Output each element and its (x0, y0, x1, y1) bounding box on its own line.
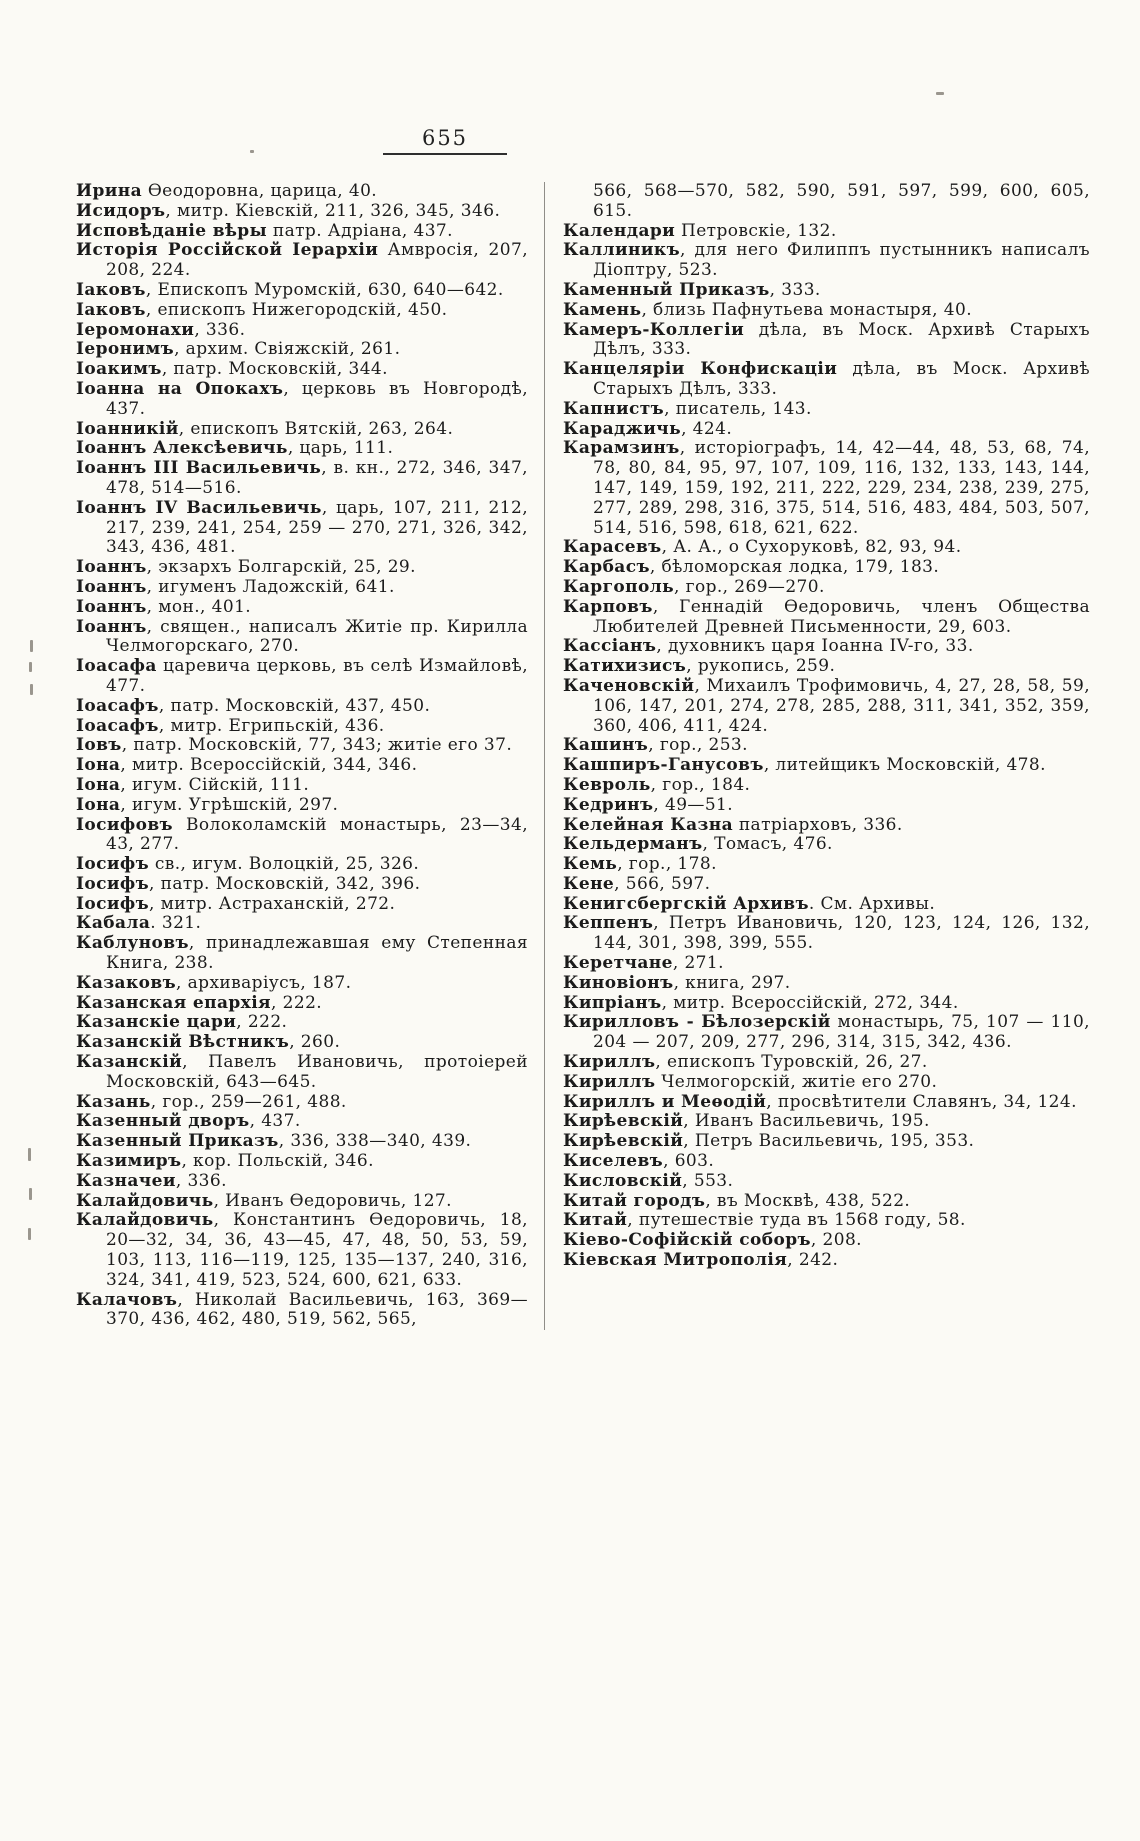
entry-headword: Іона (76, 774, 121, 795)
index-entry: Келейная Казна патріарховъ, 336. (563, 814, 903, 835)
entry-headword: Ирина (76, 181, 143, 201)
index-entry: Казенный Приказъ, 336, 338—340, 439. (76, 1131, 472, 1152)
entry-headword: Исидоръ (76, 200, 166, 221)
entry-headword: Катихизисъ (563, 656, 687, 677)
entry-headword: Карповъ (563, 596, 653, 617)
entry-headword: Іосифъ (76, 854, 150, 875)
entry-headword: Китай (563, 1210, 628, 1231)
entry-headword: Камеръ-Коллегіи (563, 319, 745, 340)
entry-headword: Казанскій (76, 1052, 183, 1073)
index-entry: Іеронимъ, архим. Свіяжскій, 261. (76, 339, 401, 360)
entry-headword: Калайдовичь (76, 1210, 214, 1231)
index-entry: Казенный дворъ, 437. (76, 1111, 301, 1132)
entry-headword: Киселевъ (563, 1151, 664, 1172)
index-entry: Іоасафа царевича церковь, въ селѣ Измайловѣ, 477. (76, 656, 528, 696)
index-entry: Китай, путешествіе туда въ 1568 году, 58. (563, 1210, 966, 1231)
index-entry: Канцеляріи Конфискаціи дѣла, въ Моск. Архивѣ Старыхъ Дѣлъ, 333. (563, 359, 1090, 399)
entry-headword: Іоанникій (76, 418, 179, 439)
index-entry: Исидоръ, митр. Кіевскій, 211, 326, 345, 346. (76, 200, 501, 221)
entry-headword: Казанскіе цари (76, 1012, 237, 1033)
index-entry: Каменный Приказъ, 333. (563, 279, 821, 300)
entry-headword: Казаковъ (76, 972, 177, 993)
entry-headword: Іоасафъ (76, 715, 159, 736)
index-entry: Калачовъ, Николай Васильевичь, 163, 369—370, 436, 462, 480, 519, 562, 565, (76, 1289, 528, 1330)
index-entry: Кеппенъ, Петръ Ивановичь, 120, 123, 124, 126, 132, 144, 301, 398, 399, 555. (563, 913, 1090, 954)
entry-headword: Кенигсбергскій Архивъ (563, 893, 809, 914)
index-entry: Іоаннъ IV Васильевичь, царь, 107, 211, 212, 217, 239, 241, 254, 259 — 270, 271, 326, 342, 343, 436, 481. (76, 497, 529, 558)
entry-headword: Кельдерманъ (563, 834, 703, 855)
index-entry: Каллиникъ, для него Филиппъ пустынникъ написалъ Діоптру, 523. (563, 240, 1090, 281)
entry-headword: Каменный Приказъ (563, 279, 770, 300)
index-entry: Кириллъ Челмогорскій, житіе его 270. (563, 1071, 938, 1092)
entry-headword: Іеронимъ (76, 339, 175, 360)
index-entry: Іоасафъ, митр. Егрипьскій, 436. (76, 715, 385, 736)
index-column-right (544, 182, 1090, 1330)
index-entry: Кашпиръ-Ганусовъ, литейщикъ Московскій, 478. (563, 755, 1046, 776)
index-entry: Карповъ, Геннадій Ѳедоровичь, членъ Общества Любителей Древней Письменности, 29, 603. (563, 596, 1090, 637)
index-entry: Калайдовичь, Константинъ Ѳедоровичь, 18, 20—32, 34, 36, 43—45, 47, 48, 50, 53, 59, 103, 113, 116—119, 125, 135—137, 240, 316, 324, 341, 419, 523, 524, 600, 621, 633. (76, 1210, 528, 1290)
index-entry: Кельдерманъ, Томасъ, 476. (563, 834, 833, 855)
entry-headword: Капнистъ (563, 398, 665, 419)
index-entry: Кевроль, гор., 184. (563, 774, 751, 795)
index-entry: Караджичь, 424. (563, 418, 733, 439)
entry-headword: Казенный Приказъ (76, 1131, 279, 1152)
entry-headword: Карасевъ (563, 537, 662, 558)
index-entry: Календари Петровскіе, 132. (563, 220, 837, 241)
entry-headword: Киновіонъ (563, 972, 674, 993)
scan-artifact (29, 1188, 32, 1200)
entry-headword: Казань (76, 1091, 151, 1112)
index-entry: Катихизисъ, рукопись, 259. (563, 656, 836, 677)
index-entry: Кедринъ, 49—51. (563, 794, 734, 815)
index-entry: Ирина Ѳеодоровна, царица, 40. (76, 181, 378, 201)
entry-headword: Кассіанъ (563, 636, 657, 657)
entry-headword: Кашинъ (563, 735, 649, 756)
entry-headword: Іоаннъ (76, 596, 147, 617)
entry-headword: Іоаннъ Алексѣевичь (76, 438, 288, 459)
index-entry: Іосифовъ Волоколамскій монастырь, 23—34, 43, 277. (76, 814, 528, 855)
index-entry: Казначеи, 336. (76, 1170, 227, 1191)
entry-headword: Іоасафа (76, 656, 157, 677)
entry-headword: Калачовъ (76, 1289, 178, 1310)
index-entry: Кириллъ и Меѳодій, просвѣтители Славянъ, 34, 124. (563, 1091, 1077, 1112)
index-entry: Киселевъ, 603. (563, 1151, 715, 1172)
index-entry: Іоаннъ Алексѣевичь, царь, 111. (76, 438, 394, 459)
index-entry: Каблуновъ, принадлежавшая ему Степенная Книга, 238. (76, 933, 528, 974)
index-entry: Кабала. 321. (76, 913, 202, 934)
index-entry: Кенигсбергскій Архивъ. См. Архивы. (563, 893, 936, 914)
index-entry: Калайдовичь, Иванъ Ѳедоровичь, 127. (76, 1190, 452, 1211)
entry-headword: Китай городъ (563, 1190, 706, 1211)
index-entry: Казань, гор., 259—261, 488. (76, 1091, 347, 1112)
entry-headword: Казенный дворъ (76, 1111, 250, 1132)
index-entry: Іона, митр. Всероссійскій, 344, 346. (76, 755, 418, 776)
entry-headword: Іоаннъ (76, 616, 147, 637)
index-entry: 566, 568—570, 582, 590, 591, 597, 599, 600, 605, 615. (593, 181, 1090, 221)
index-entry: Кене, 566, 597. (563, 873, 711, 894)
index-entry: Іеромонахи, 336. (76, 319, 246, 340)
entry-headword: Іаковъ (76, 279, 146, 300)
entry-headword: Кемь (563, 854, 618, 875)
entry-headword: Караджичь (563, 418, 682, 439)
entry-headword: Кириллъ и Меѳодій (563, 1091, 767, 1112)
entry-headword: Карамзинъ (563, 438, 680, 459)
entry-headword: Кашпиръ-Ганусовъ (563, 755, 764, 776)
entry-headword: Календари (563, 220, 676, 241)
index-entry: Керетчане, 271. (563, 953, 724, 974)
scan-artifact (28, 1148, 31, 1161)
entry-headword: Кіево-Софійскій соборъ (563, 1230, 811, 1251)
entry-headword: Кене (563, 873, 615, 894)
entry-headword: Іоасафъ (76, 695, 159, 716)
entry-headword: Кирѣевскій (563, 1131, 684, 1152)
entry-headword: Кеппенъ (563, 913, 654, 934)
entry-headword: Іеромонахи (76, 319, 195, 340)
entry-headword: Каргополь (563, 576, 675, 597)
entry-headword: Кирѣевскій (563, 1111, 684, 1132)
entry-headword: Іоакимъ (76, 359, 162, 380)
index-entry: Казанскій Вѣстникъ, 260. (76, 1032, 341, 1053)
index-entry: Каргополь, гор., 269—270. (563, 576, 825, 597)
entry-headword: Казимиръ (76, 1151, 182, 1172)
entry-headword: Каблуновъ (76, 933, 189, 954)
index-entry: Іосифъ св., игум. Волоцкій, 25, 326. (76, 854, 420, 875)
entry-headword: Кирилловъ - Бѣлозерскій (563, 1012, 831, 1033)
entry-headword: Кипріанъ (563, 992, 662, 1013)
index-entry: Кассіанъ, духовникъ царя Іоанна IV-го, 33. (563, 636, 974, 657)
index-entry: Іоаннъ, мон., 401. (76, 596, 252, 617)
entry-headword: Кириллъ (563, 1052, 656, 1073)
entry-headword: Казанскій Вѣстникъ (76, 1032, 290, 1053)
index-entry: Іоанникій, епископъ Вятскій, 263, 264. (76, 418, 454, 439)
index-entry: Іоаннъ, экзархъ Болгарскій, 25, 29. (76, 557, 416, 578)
entry-headword: Казначеи (76, 1170, 176, 1191)
entry-headword: Кириллъ (563, 1071, 656, 1092)
index-entry: Киновіонъ, книга, 297. (563, 972, 791, 993)
index-entry: Кирѣевскій, Петръ Васильевичь, 195, 353. (563, 1131, 975, 1152)
entry-headword: Карбасъ (563, 557, 650, 578)
index-entry: Іоаннъ, священ., написалъ Житіе пр. Кирилла Челмогорскаго, 270. (76, 616, 528, 657)
index-entry: Китай городъ, въ Москвѣ, 438, 522. (563, 1190, 911, 1211)
index-entry: Каченовскій, Михаилъ Трофимовичь, 4, 27, 28, 58, 59, 106, 147, 201, 274, 278, 285, 288, 311, 341, 352, 359, 360, 406, 411, 424. (563, 675, 1090, 736)
index-entry: Кіево-Софійскій соборъ, 208. (563, 1230, 862, 1251)
index-entry: Капнистъ, писатель, 143. (563, 398, 812, 419)
scan-artifact (29, 662, 32, 672)
index-entry: Кемь, гор., 178. (563, 854, 717, 875)
index-entry: Іаковъ, епископъ Нижегородскій, 450. (76, 299, 448, 320)
entry-headword: Каченовскій (563, 675, 695, 696)
index-entry: Камень, близь Пафнутьева монастыря, 40. (563, 299, 973, 320)
entry-headword: Кедринъ (563, 794, 654, 815)
index-entry: Исповѣданіе вѣры патр. Адріана, 437. (76, 220, 453, 241)
entry-headword: Камень (563, 299, 642, 320)
index-entry: Казимиръ, кор. Польскій, 346. (76, 1151, 374, 1172)
entry-headword: Іоаннъ (76, 576, 147, 597)
index-entry: Іоаннъ, игуменъ Ладожскій, 641. (76, 576, 395, 597)
scan-artifact (28, 1228, 31, 1240)
entry-headword: Кисловскій (563, 1170, 683, 1191)
index-entry: Кириллъ, епископъ Туровскій, 26, 27. (563, 1052, 928, 1073)
index-entry: Кирилловъ - Бѣлозерскій монастырь, 75, 107 — 110, 204 — 207, 209, 277, 296, 314, 315, 342, 436. (563, 1012, 1090, 1053)
entry-headword: Кевроль (563, 774, 651, 795)
entry-headword: Каллиникъ (563, 240, 681, 261)
index-entry: Исторія Россійской Іерархіи Амвросія, 207, 208, 224. (76, 240, 528, 281)
index-entry: Іаковъ, Епископъ Муромскій, 630, 640—642. (76, 279, 504, 300)
entry-headword: Іоаннъ IV Васильевичь (76, 497, 322, 518)
index-entry: Карасевъ, А. А., о Сухоруковѣ, 82, 93, 94. (563, 537, 962, 558)
index-entry: Карамзинъ, исторіографъ, 14, 42—44, 48, 53, 68, 74, 78, 80, 84, 95, 97, 107, 109, 116, 132, 133, 143, 144, 147, 149, 159, 192, 211, 222, 229, 234, 238, 239, 275, 277, 289, 298, 316, 375, 514, 516, 483, 484, 503, 507, 514, 516, 598, 618, 621, 622. (563, 438, 1090, 538)
entry-headword: Іоаннъ III Васильевичь (76, 458, 322, 479)
index-column-left (76, 182, 544, 1330)
entry-headword: Канцеляріи Конфискаціи (563, 359, 838, 380)
entry-headword: Келейная Казна (563, 814, 734, 835)
index-entry: Казаковъ, архиваріусъ, 187. (76, 972, 352, 993)
entry-headword: Іоаннъ (76, 557, 147, 578)
entry-headword: Іоанна на Опокахъ (76, 378, 284, 399)
index-entry: Іоасафъ, патр. Московскій, 437, 450. (76, 695, 431, 716)
index-entry: Іосифъ, патр. Московскій, 342, 396. (76, 873, 421, 894)
index-entry: Іона, игум. Угрѣшскій, 297. (76, 794, 339, 815)
index-entry: Іоакимъ, патр. Московскій, 344. (76, 359, 388, 380)
entry-headword: Іовъ (76, 735, 122, 756)
index-entry: Іосифъ, митр. Астраханскій, 272. (76, 893, 396, 914)
index-entry: Казанскіе цари, 222. (76, 1012, 288, 1033)
entry-headword: Іосифъ (76, 873, 150, 894)
entry-headword: Іона (76, 794, 121, 815)
index-entry: Іоаннъ III Васильевичь, в. кн., 272, 346, 347, 478, 514—516. (76, 458, 528, 498)
entry-headword: Кабала (76, 913, 151, 934)
index-entry: Іовъ, патр. Московскій, 77, 343; житіе его 37. (76, 735, 513, 756)
scan-artifact (30, 684, 33, 695)
entry-headword: Іосифъ (76, 893, 150, 914)
scan-artifact (30, 640, 33, 652)
entry-headword: Калайдовичь (76, 1190, 214, 1211)
index-entry: Карбасъ, бѣломорская лодка, 179, 183. (563, 557, 940, 578)
entry-headword: Керетчане (563, 953, 673, 974)
index-entry: Кисловскій, 553. (563, 1170, 734, 1191)
entry-headword: Іаковъ (76, 299, 146, 320)
index-columns (76, 182, 1090, 1330)
page-number: 655 (421, 126, 469, 150)
entry-headword: Іона (76, 755, 121, 776)
entry-headword: Іосифовъ (76, 814, 173, 835)
entry-headword: Исторія Россійской Іерархіи (76, 240, 379, 261)
entry-headword: Исповѣданіе вѣры (76, 220, 268, 241)
index-entry: Кирѣевскій, Иванъ Васильевичь, 195. (563, 1111, 930, 1132)
index-entry: Кіевская Митрополія, 242. (563, 1250, 839, 1271)
index-entry: Іоанна на Опокахъ, церковь въ Новгородѣ, 437. (76, 378, 528, 419)
index-entry: Казанская епархія, 222. (76, 992, 323, 1013)
scan-artifact (250, 150, 254, 153)
header-rule (383, 153, 507, 155)
index-entry: Камеръ-Коллегіи дѣла, въ Моск. Архивѣ Старыхъ Дѣлъ, 333. (563, 319, 1090, 360)
scan-artifact (936, 92, 944, 95)
index-entry: Кашинъ, гор., 253. (563, 735, 748, 756)
entry-headword: Казанская епархія (76, 992, 272, 1013)
index-entry: Казанскій, Павелъ Ивановичь, протоіерей Московскій, 643—645. (76, 1052, 528, 1092)
page-header (383, 126, 507, 155)
entry-headword: Кіевская Митрополія (563, 1250, 788, 1271)
index-entry: Кипріанъ, митр. Всероссійскій, 272, 344. (563, 992, 959, 1013)
index-entry: Іона, игум. Сійскій, 111. (76, 774, 310, 795)
